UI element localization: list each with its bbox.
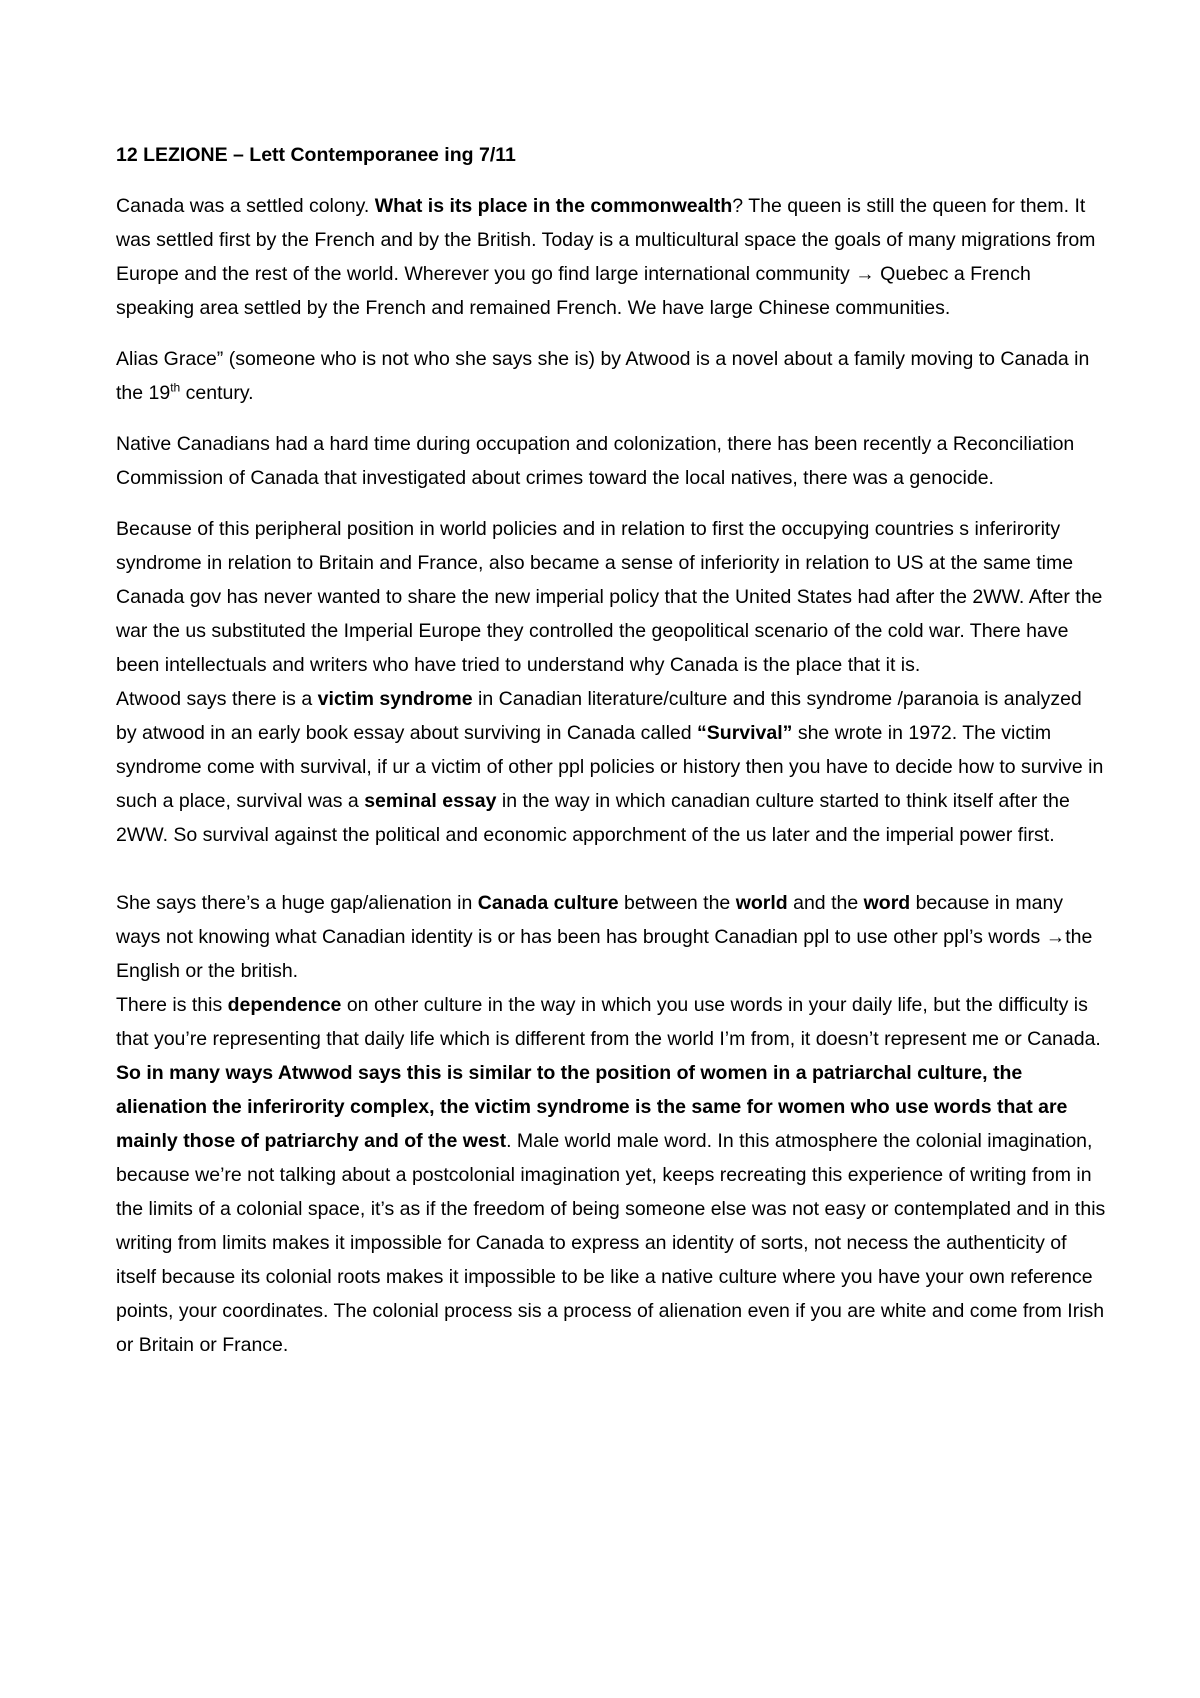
text-run: between the — [618, 892, 736, 914]
text-run: in Canadian literature/culture and this syndrome /paranoia is analyzed by atwood in an early book essay about surviving in Canada called — [116, 688, 1082, 744]
text-run: ? The queen is still the queen for them. It was settled first by the French and by the British. Today is a multicultural space the goals of many migrations from Europe and the rest of the world. Wherever you go find large international community → Quebec a French speaking area settled by the French and remained French. We have large Chinese communities. — [116, 195, 1096, 319]
text-run: Atwood says there is a — [116, 688, 318, 710]
superscript-text: th — [170, 380, 181, 395]
bold-text: Canada culture — [477, 892, 619, 914]
text-run: She says there’s a huge gap/alienation in — [116, 892, 478, 914]
bold-text: victim syndrome — [317, 688, 473, 710]
text-run: . Male world male word. In this atmosphere the colonial imagination, because we’re not talking about a postcolonial imagination yet, keeps recreating this experience of writing from in the limits of a colonial space, it’s as if the freedom of being someone else was not easy or contemplated and in this writing from limits makes it impossible for Canada to express an identity of sorts, not necess the authenticity of itself because its colonial roots makes it impossible to be like a native culture where you have your own reference points, your coordinates. The colonial process sis a process of alienation even if you are white and come from Irish or Britain or France. — [116, 1130, 1106, 1356]
bold-text: What is its place in the commonwealth — [374, 195, 733, 217]
document-title: 12 LEZIONE – Lett Contemporanee ing 7/11 — [116, 144, 516, 166]
text-run: century. — [180, 382, 254, 404]
text-run: in the way in which canadian culture started to think itself after the 2WW. So survival against the political and economic apporchment of the us later and the imperial power first. — [116, 790, 1070, 846]
text-run: There is this — [116, 994, 228, 1016]
document-body — [116, 138, 1106, 1379]
bold-text: So in many ways Atwwod says this is similar to the position of women in a patriarchal culture, the alienation the inferirority complex, the victim syndrome is the same for women who use words that are mainly those of patriarchy and of the west — [116, 1062, 1068, 1152]
paragraph-commonwealth — [116, 189, 1106, 325]
paragraph-gap-alienation — [116, 886, 1106, 988]
text-run: and the — [787, 892, 864, 914]
text-run: Canada was a settled colony. — [116, 195, 375, 217]
bold-text: “Survival” — [697, 722, 793, 744]
bold-text: dependence — [227, 994, 342, 1016]
text-run: Alias Grace” (someone who is not who she says she is) by Atwood is a novel about a family moving to Canada in the 19 — [116, 348, 1090, 404]
paragraph-peripheral-position — [116, 512, 1106, 682]
text-run: on other culture in the way in which you use words in your daily life, but the difficulty is that you’re representing that daily life which is different from the world I’m from, it doesn’t represent me or Canada. — [116, 994, 1101, 1050]
paragraph-native-canadians — [116, 427, 1106, 495]
paragraph-dependence — [116, 988, 1106, 1362]
paragraph-victim-syndrome — [116, 682, 1106, 852]
text-run: Native Canadians had a hard time during occupation and colonization, there has been recently a Reconciliation Commission of Canada that investigated about crimes toward the local natives, there was a genocide. — [116, 433, 1075, 489]
bold-text: word — [863, 892, 911, 914]
bold-text: world — [735, 892, 788, 914]
paragraph-alias-grace — [116, 342, 1106, 410]
bold-text: seminal essay — [364, 790, 497, 812]
text-run: Because of this peripheral position in world policies and in relation to first the occupying countries s inferirority syndrome in relation to Britain and France, also became a sense of inferiority in relation to US at the same time Canada gov has never wanted to share the new imperial policy that the United States had after the 2WW. After the war the us substituted the Imperial Europe they controlled the geopolitical scenario of the cold war. There have been intellectuals and writers who have tried to understand why Canada is the place that it is. — [116, 518, 1103, 676]
text-run: because in many ways not knowing what Canadian identity is or has been has brought Canadian ppl to use other ppl’s words →the English or the british. — [116, 892, 1093, 982]
text-run: she wrote in 1972. The victim syndrome come with survival, if ur a victim of other ppl policies or history then you have to decide how to survive in such a place, survival was a — [116, 722, 1104, 812]
